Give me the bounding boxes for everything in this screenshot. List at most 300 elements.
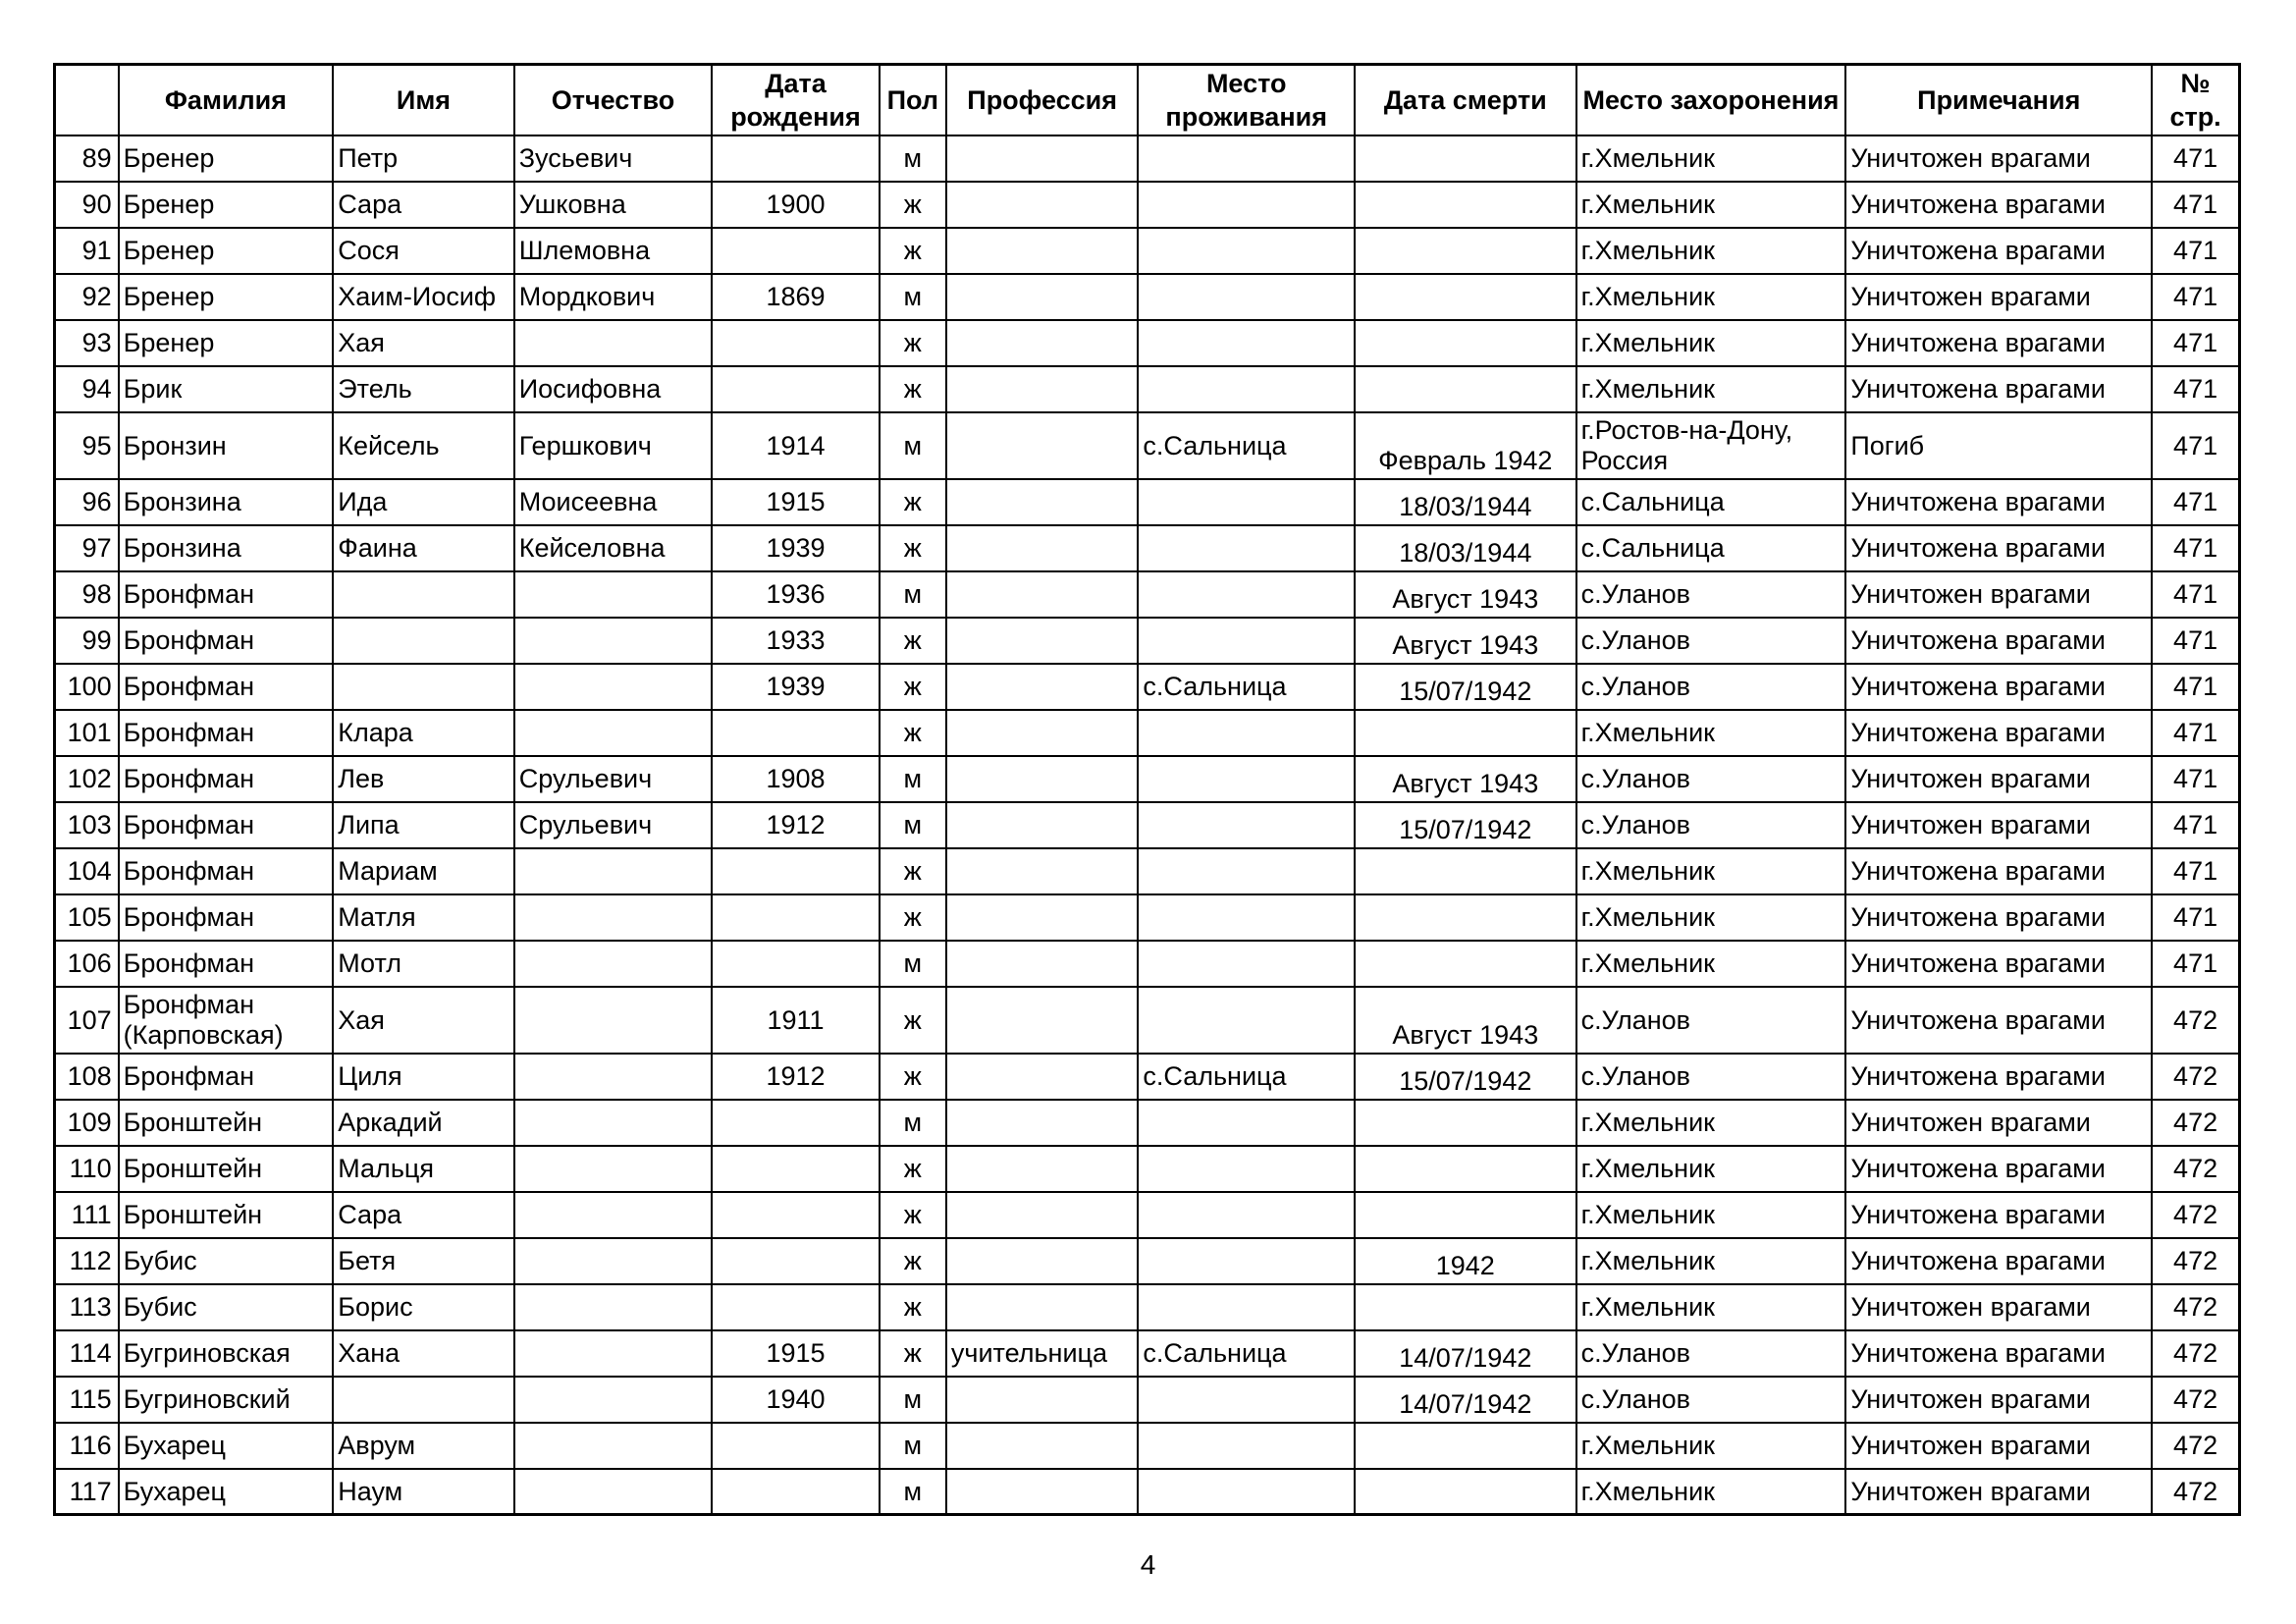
death-date-cell: 14/07/1942: [1355, 1377, 1576, 1423]
row-number-cell: 100: [55, 664, 119, 710]
table-row: [55, 479, 2240, 525]
notes-cell: Уничтожен врагами: [1845, 1100, 2152, 1146]
notes-cell: Уничтожен врагами: [1845, 1377, 2152, 1423]
sex-cell: м: [880, 412, 946, 479]
page-cell: 471: [2152, 479, 2239, 525]
first-name-cell: Матля: [333, 894, 513, 941]
burial-place-cell: с.Уланов: [1576, 571, 1846, 618]
sex-cell: м: [880, 802, 946, 848]
first-name-cell: Хана: [333, 1330, 513, 1377]
victims-table: [53, 63, 2241, 1516]
birth-date-cell: [712, 1192, 879, 1238]
notes-cell: Уничтожен врагами: [1845, 1423, 2152, 1469]
surname-cell: Бронфман: [119, 710, 334, 756]
sex-cell: ж: [880, 1054, 946, 1100]
first-name-cell: Ида: [333, 479, 513, 525]
first-name-cell: Лев: [333, 756, 513, 802]
residence-cell: [1138, 894, 1355, 941]
table-row: [55, 1100, 2240, 1146]
sex-cell: м: [880, 941, 946, 987]
residence-cell: [1138, 525, 1355, 571]
surname-cell: Бугриновский: [119, 1377, 334, 1423]
notes-cell: Уничтожен врагами: [1845, 1469, 2152, 1515]
patronymic-cell: [514, 1469, 713, 1515]
burial-place-cell: г.Хмельник: [1576, 228, 1846, 274]
burial-place-cell: с.Уланов: [1576, 802, 1846, 848]
table-row: [55, 618, 2240, 664]
patronymic-cell: [514, 1054, 713, 1100]
patronymic-cell: [514, 1330, 713, 1377]
birth-date-cell: 1912: [712, 1054, 879, 1100]
patronymic-cell: Срульевич: [514, 802, 713, 848]
residence-cell: [1138, 1238, 1355, 1284]
first-name-cell: Этель: [333, 366, 513, 412]
surname-cell: Бухарец: [119, 1423, 334, 1469]
patronymic-cell: [514, 848, 713, 894]
birth-date-cell: 1900: [712, 182, 879, 228]
sex-cell: ж: [880, 479, 946, 525]
table-row: [55, 664, 2240, 710]
residence-cell: [1138, 618, 1355, 664]
table-row: [55, 525, 2240, 571]
row-number-cell: 114: [55, 1330, 119, 1377]
surname-cell: Бронфман: [119, 571, 334, 618]
table-row: [55, 320, 2240, 366]
table-row: [55, 848, 2240, 894]
patronymic-cell: Гершкович: [514, 412, 713, 479]
surname-cell: Бронштейн: [119, 1146, 334, 1192]
profession-cell: [946, 1146, 1139, 1192]
notes-cell: Погиб: [1845, 412, 2152, 479]
column-header-first-name: Имя: [333, 65, 513, 135]
row-number-cell: 115: [55, 1377, 119, 1423]
residence-cell: [1138, 987, 1355, 1054]
first-name-cell: Аврум: [333, 1423, 513, 1469]
page-cell: 471: [2152, 182, 2239, 228]
page-cell: 471: [2152, 941, 2239, 987]
table-row: [55, 228, 2240, 274]
residence-cell: [1138, 848, 1355, 894]
row-number-cell: 103: [55, 802, 119, 848]
column-header-patronymic: Отчество: [514, 65, 713, 135]
burial-place-cell: г.Хмельник: [1576, 320, 1846, 366]
profession-cell: [946, 710, 1139, 756]
page-cell: 471: [2152, 571, 2239, 618]
notes-cell: Уничтожена врагами: [1845, 1238, 2152, 1284]
page-cell: 472: [2152, 1100, 2239, 1146]
row-number-cell: 116: [55, 1423, 119, 1469]
notes-cell: Уничтожена врагами: [1845, 1146, 2152, 1192]
profession-cell: [946, 182, 1139, 228]
patronymic-cell: [514, 571, 713, 618]
burial-place-cell: г.Хмельник: [1576, 1423, 1846, 1469]
profession-cell: [946, 1054, 1139, 1100]
residence-cell: [1138, 1423, 1355, 1469]
table-row: [55, 274, 2240, 320]
column-header-page: № стр.: [2152, 65, 2239, 135]
table-row: [55, 1054, 2240, 1100]
burial-place-cell: с.Уланов: [1576, 1054, 1846, 1100]
row-number-cell: 104: [55, 848, 119, 894]
profession-cell: [946, 1284, 1139, 1330]
first-name-cell: Сося: [333, 228, 513, 274]
table-row: [55, 710, 2240, 756]
birth-date-cell: [712, 941, 879, 987]
birth-date-cell: 1869: [712, 274, 879, 320]
page-cell: 471: [2152, 135, 2239, 182]
sex-cell: ж: [880, 320, 946, 366]
profession-cell: [946, 1469, 1139, 1515]
notes-cell: Уничтожена врагами: [1845, 182, 2152, 228]
sex-cell: ж: [880, 525, 946, 571]
notes-cell: Уничтожена врагами: [1845, 941, 2152, 987]
row-number-cell: 113: [55, 1284, 119, 1330]
birth-date-cell: [712, 894, 879, 941]
surname-cell: Бубис: [119, 1284, 334, 1330]
birth-date-cell: 1940: [712, 1377, 879, 1423]
death-date-cell: 1942: [1355, 1238, 1576, 1284]
profession-cell: [946, 802, 1139, 848]
death-date-cell: 15/07/1942: [1355, 802, 1576, 848]
death-date-cell: Август 1943: [1355, 756, 1576, 802]
row-number-cell: 94: [55, 366, 119, 412]
page-cell: 472: [2152, 1377, 2239, 1423]
first-name-cell: [333, 1377, 513, 1423]
residence-cell: [1138, 182, 1355, 228]
page-cell: 472: [2152, 1238, 2239, 1284]
patronymic-cell: Зусьевич: [514, 135, 713, 182]
notes-cell: Уничтожена врагами: [1845, 894, 2152, 941]
residence-cell: [1138, 1146, 1355, 1192]
sex-cell: ж: [880, 894, 946, 941]
table-row: [55, 894, 2240, 941]
first-name-cell: Мариам: [333, 848, 513, 894]
table-row: [55, 1469, 2240, 1515]
column-header-surname: Фамилия: [119, 65, 334, 135]
sex-cell: ж: [880, 987, 946, 1054]
first-name-cell: Кейсель: [333, 412, 513, 479]
burial-place-cell: г.Хмельник: [1576, 135, 1846, 182]
table-row: [55, 1330, 2240, 1377]
profession-cell: [946, 320, 1139, 366]
notes-cell: Уничтожен врагами: [1845, 756, 2152, 802]
sex-cell: ж: [880, 1330, 946, 1377]
surname-cell: Бронфман: [119, 1054, 334, 1100]
column-header-death-date: Дата смерти: [1355, 65, 1576, 135]
residence-cell: [1138, 710, 1355, 756]
birth-date-cell: [712, 1100, 879, 1146]
birth-date-cell: [712, 1284, 879, 1330]
death-date-cell: 18/03/1944: [1355, 525, 1576, 571]
birth-date-cell: [712, 1146, 879, 1192]
burial-place-cell: г.Хмельник: [1576, 894, 1846, 941]
row-number-cell: 99: [55, 618, 119, 664]
residence-cell: [1138, 1192, 1355, 1238]
first-name-cell: Мальця: [333, 1146, 513, 1192]
burial-place-cell: с.Уланов: [1576, 1377, 1846, 1423]
burial-place-cell: г.Хмельник: [1576, 710, 1846, 756]
burial-place-cell: г.Хмельник: [1576, 1469, 1846, 1515]
surname-cell: Бренер: [119, 228, 334, 274]
burial-place-cell: г.Хмельник: [1576, 848, 1846, 894]
sex-cell: ж: [880, 1146, 946, 1192]
burial-place-cell: г.Хмельник: [1576, 366, 1846, 412]
patronymic-cell: Иосифовна: [514, 366, 713, 412]
patronymic-cell: [514, 1284, 713, 1330]
page-cell: 472: [2152, 1284, 2239, 1330]
residence-cell: [1138, 1284, 1355, 1330]
notes-cell: Уничтожена врагами: [1845, 228, 2152, 274]
profession-cell: [946, 1238, 1139, 1284]
surname-cell: Бронзина: [119, 525, 334, 571]
first-name-cell: Хаим-Иосиф: [333, 274, 513, 320]
birth-date-cell: [712, 228, 879, 274]
page-cell: 471: [2152, 412, 2239, 479]
row-number-cell: 117: [55, 1469, 119, 1515]
page-cell: 472: [2152, 1146, 2239, 1192]
row-number-cell: 92: [55, 274, 119, 320]
row-number-cell: 109: [55, 1100, 119, 1146]
residence-cell: [1138, 1469, 1355, 1515]
death-date-cell: [1355, 710, 1576, 756]
column-header-notes: Примечания: [1845, 65, 2152, 135]
residence-cell: [1138, 1100, 1355, 1146]
burial-place-cell: с.Сальница: [1576, 525, 1846, 571]
death-date-cell: [1355, 1100, 1576, 1146]
notes-cell: Уничтожена врагами: [1845, 1054, 2152, 1100]
first-name-cell: Липа: [333, 802, 513, 848]
table-row: [55, 571, 2240, 618]
patronymic-cell: Мордкович: [514, 274, 713, 320]
residence-cell: с.Сальница: [1138, 412, 1355, 479]
page-cell: 472: [2152, 987, 2239, 1054]
notes-cell: Уничтожена врагами: [1845, 1192, 2152, 1238]
death-date-cell: 18/03/1944: [1355, 479, 1576, 525]
surname-cell: Бренер: [119, 320, 334, 366]
profession-cell: [946, 756, 1139, 802]
burial-place-cell: с.Уланов: [1576, 1330, 1846, 1377]
profession-cell: [946, 1377, 1139, 1423]
row-number-cell: 111: [55, 1192, 119, 1238]
death-date-cell: [1355, 228, 1576, 274]
column-header-sex: Пол: [880, 65, 946, 135]
header-row: [55, 65, 2240, 135]
burial-place-cell: г.Хмельник: [1576, 1238, 1846, 1284]
birth-date-cell: 1936: [712, 571, 879, 618]
first-name-cell: Сара: [333, 1192, 513, 1238]
page-cell: 471: [2152, 664, 2239, 710]
birth-date-cell: [712, 320, 879, 366]
surname-cell: Бренер: [119, 274, 334, 320]
death-date-cell: Август 1943: [1355, 571, 1576, 618]
first-name-cell: Фаина: [333, 525, 513, 571]
first-name-cell: Бетя: [333, 1238, 513, 1284]
surname-cell: Бронфман: [119, 802, 334, 848]
row-number-cell: 89: [55, 135, 119, 182]
birth-date-cell: 1915: [712, 1330, 879, 1377]
notes-cell: Уничтожена врагами: [1845, 320, 2152, 366]
profession-cell: [946, 228, 1139, 274]
birth-date-cell: [712, 848, 879, 894]
notes-cell: Уничтожена врагами: [1845, 710, 2152, 756]
patronymic-cell: Ушковна: [514, 182, 713, 228]
sex-cell: ж: [880, 1192, 946, 1238]
residence-cell: [1138, 320, 1355, 366]
birth-date-cell: [712, 1238, 879, 1284]
death-date-cell: 15/07/1942: [1355, 664, 1576, 710]
table-row: [55, 941, 2240, 987]
page-cell: 471: [2152, 756, 2239, 802]
sex-cell: м: [880, 756, 946, 802]
page-cell: 471: [2152, 848, 2239, 894]
death-date-cell: [1355, 1146, 1576, 1192]
notes-cell: Уничтожена врагами: [1845, 1330, 2152, 1377]
surname-cell: Бугриновская: [119, 1330, 334, 1377]
column-header-residence: Место проживания: [1138, 65, 1355, 135]
row-number-cell: 96: [55, 479, 119, 525]
burial-place-cell: с.Уланов: [1576, 756, 1846, 802]
first-name-cell: Клара: [333, 710, 513, 756]
burial-place-cell: с.Уланов: [1576, 987, 1846, 1054]
patronymic-cell: [514, 1192, 713, 1238]
notes-cell: Уничтожена врагами: [1845, 479, 2152, 525]
profession-cell: [946, 848, 1139, 894]
sex-cell: м: [880, 1469, 946, 1515]
first-name-cell: Хая: [333, 320, 513, 366]
residence-cell: [1138, 366, 1355, 412]
patronymic-cell: Моисеевна: [514, 479, 713, 525]
row-number-cell: 90: [55, 182, 119, 228]
burial-place-cell: г.Хмельник: [1576, 1146, 1846, 1192]
notes-cell: Уничтожен врагами: [1845, 135, 2152, 182]
surname-cell: Бронштейн: [119, 1192, 334, 1238]
sex-cell: м: [880, 1377, 946, 1423]
surname-cell: Бронфман: [119, 941, 334, 987]
death-date-cell: [1355, 182, 1576, 228]
sex-cell: ж: [880, 182, 946, 228]
profession-cell: [946, 1100, 1139, 1146]
row-number-cell: 91: [55, 228, 119, 274]
page-cell: 471: [2152, 274, 2239, 320]
table-row: [55, 1377, 2240, 1423]
row-number-cell: 112: [55, 1238, 119, 1284]
birth-date-cell: [712, 135, 879, 182]
birth-date-cell: 1911: [712, 987, 879, 1054]
table-row: [55, 366, 2240, 412]
death-date-cell: 15/07/1942: [1355, 1054, 1576, 1100]
patronymic-cell: [514, 941, 713, 987]
patronymic-cell: [514, 320, 713, 366]
table-row: [55, 182, 2240, 228]
table-row: [55, 412, 2240, 479]
burial-place-cell: г.Хмельник: [1576, 182, 1846, 228]
residence-cell: [1138, 228, 1355, 274]
birth-date-cell: 1939: [712, 525, 879, 571]
table-body: [55, 135, 2240, 1515]
first-name-cell: Мотл: [333, 941, 513, 987]
page-cell: 471: [2152, 525, 2239, 571]
death-date-cell: [1355, 941, 1576, 987]
surname-cell: Бронфман (Карповская): [119, 987, 334, 1054]
death-date-cell: [1355, 274, 1576, 320]
column-header-number: [55, 65, 119, 135]
notes-cell: Уничтожена врагами: [1845, 618, 2152, 664]
row-number-cell: 107: [55, 987, 119, 1054]
surname-cell: Бронзина: [119, 479, 334, 525]
burial-place-cell: г.Хмельник: [1576, 274, 1846, 320]
birth-date-cell: [712, 710, 879, 756]
birth-date-cell: 1908: [712, 756, 879, 802]
death-date-cell: [1355, 848, 1576, 894]
notes-cell: Уничтожена врагами: [1845, 525, 2152, 571]
row-number-cell: 106: [55, 941, 119, 987]
birth-date-cell: 1915: [712, 479, 879, 525]
death-date-cell: Февраль 1942: [1355, 412, 1576, 479]
page-cell: 471: [2152, 618, 2239, 664]
notes-cell: Уничтожен врагами: [1845, 1284, 2152, 1330]
first-name-cell: Борис: [333, 1284, 513, 1330]
surname-cell: Бубис: [119, 1238, 334, 1284]
column-header-profession: Профессия: [946, 65, 1139, 135]
table-row: [55, 1423, 2240, 1469]
patronymic-cell: Шлемовна: [514, 228, 713, 274]
page-number: 4: [1140, 1549, 1156, 1580]
page-cell: 471: [2152, 802, 2239, 848]
row-number-cell: 93: [55, 320, 119, 366]
residence-cell: с.Сальница: [1138, 664, 1355, 710]
row-number-cell: 97: [55, 525, 119, 571]
profession-cell: [946, 1192, 1139, 1238]
birth-date-cell: [712, 1423, 879, 1469]
surname-cell: Бронфман: [119, 618, 334, 664]
first-name-cell: Наум: [333, 1469, 513, 1515]
profession-cell: [946, 618, 1139, 664]
notes-cell: Уничтожена врагами: [1845, 664, 2152, 710]
surname-cell: Бренер: [119, 182, 334, 228]
notes-cell: Уничтожен врагами: [1845, 571, 2152, 618]
column-header-burial-place: Место захоронения: [1576, 65, 1846, 135]
profession-cell: [946, 571, 1139, 618]
burial-place-cell: с.Сальница: [1576, 479, 1846, 525]
sex-cell: м: [880, 274, 946, 320]
death-date-cell: [1355, 135, 1576, 182]
death-date-cell: Август 1943: [1355, 618, 1576, 664]
page-cell: 472: [2152, 1054, 2239, 1100]
death-date-cell: [1355, 366, 1576, 412]
notes-cell: Уничтожена врагами: [1845, 366, 2152, 412]
profession-cell: [946, 366, 1139, 412]
residence-cell: [1138, 941, 1355, 987]
patronymic-cell: [514, 1146, 713, 1192]
row-number-cell: 95: [55, 412, 119, 479]
profession-cell: [946, 941, 1139, 987]
first-name-cell: Сара: [333, 182, 513, 228]
notes-cell: Уничтожен врагами: [1845, 274, 2152, 320]
page-cell: 471: [2152, 366, 2239, 412]
surname-cell: Бренер: [119, 135, 334, 182]
birth-date-cell: 1914: [712, 412, 879, 479]
row-number-cell: 108: [55, 1054, 119, 1100]
patronymic-cell: [514, 664, 713, 710]
patronymic-cell: [514, 710, 713, 756]
table-row: [55, 1192, 2240, 1238]
profession-cell: [946, 135, 1139, 182]
surname-cell: Бронфман: [119, 848, 334, 894]
notes-cell: Уничтожена врагами: [1845, 848, 2152, 894]
burial-place-cell: с.Уланов: [1576, 664, 1846, 710]
page-cell: 472: [2152, 1423, 2239, 1469]
first-name-cell: Петр: [333, 135, 513, 182]
